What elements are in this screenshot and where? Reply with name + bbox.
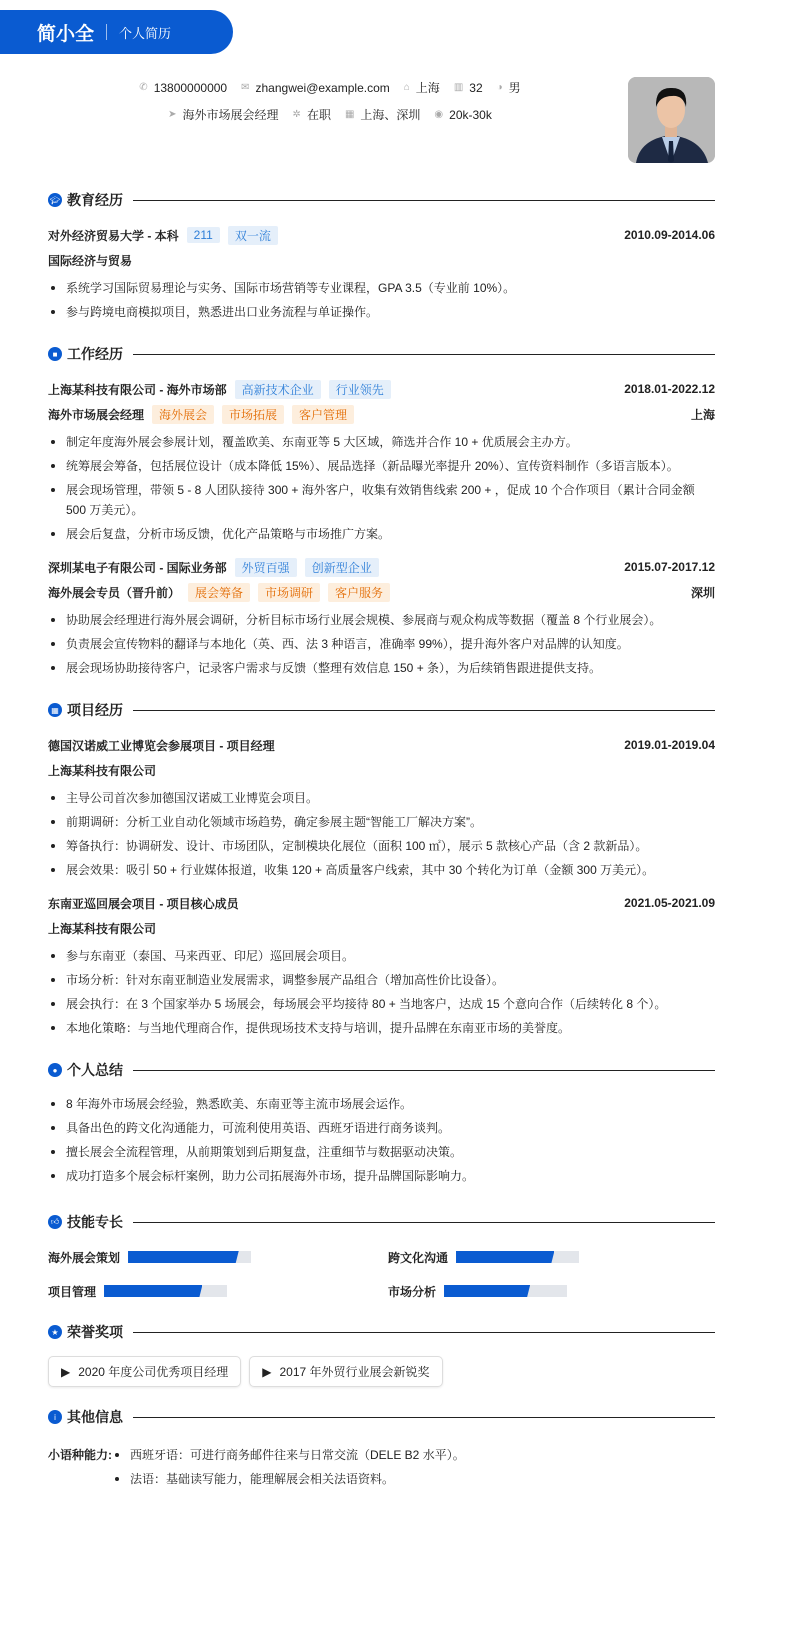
list-item: 展会现场协助接待客户，记录客户需求与反馈（整理有效信息 150 + 条），为后续销售跟进提供支持。 [48, 658, 715, 678]
list-item: 本地化策略：与当地代理商合作，提供现场技术支持与培训，提升品牌在东南亚市场的美誉度。 [48, 1018, 715, 1038]
project-row [48, 734, 715, 756]
home-icon: ⌂ [403, 82, 410, 93]
candidate-name: 简小全 [37, 23, 95, 45]
skill-item [388, 1246, 718, 1268]
skill-tag: 客户管理 [292, 405, 354, 424]
awards-list [48, 1356, 715, 1387]
name-banner [0, 10, 233, 54]
role: 海外展会专员（晋升前） [48, 585, 181, 600]
role-left [48, 583, 390, 602]
role-row [48, 400, 715, 428]
project-bullets [48, 788, 715, 880]
section-education [48, 190, 715, 210]
section-awards [48, 1322, 715, 1342]
company: 深圳某电子有限公司 - 国际业务部 [48, 560, 227, 575]
company-left [48, 380, 391, 399]
send-icon: ➤ [168, 109, 177, 120]
list-item: 8 年海外市场展会经验，熟悉欧美、东南亚等主流市场展会运作。 [48, 1094, 715, 1114]
list-item: 参与东南亚（泰国、马来西亚、印尼）巡回展会项目。 [48, 946, 715, 966]
divider [133, 1222, 715, 1223]
building-icon: ▦ [344, 109, 355, 120]
graduation-cap-icon: 🎓︎ [48, 193, 62, 207]
list-item: 市场分析：针对东南亚制造业发展需求，调整参展产品组合（增加高性价比设备）。 [48, 970, 715, 990]
skill-tag: 海外展会 [152, 405, 214, 424]
section-work [48, 344, 715, 364]
thumbs-up-icon: 👍︎ [48, 1215, 62, 1229]
role: 海外市场展会经理 [48, 407, 145, 422]
education-row [48, 224, 715, 246]
resume-subtitle: 个人简历 [119, 25, 172, 41]
language-label: 小语种能力: [48, 1448, 112, 1462]
date: 2018.01-2022.12 [624, 382, 715, 396]
avatar-photo [628, 77, 715, 163]
section-title: 工作经历 [67, 346, 123, 362]
language-bullets [112, 1441, 465, 1493]
divider [133, 710, 715, 711]
divider [133, 354, 715, 355]
list-item: 统筹展会筹备，包括展位设计（成本降低 15%）、展品选择（新品曝光率提升 20%）、宣传资料制作（多语言版本）。 [48, 456, 715, 476]
list-item: 主导公司首次参加德国汉诺威工业博览会项目。 [48, 788, 715, 808]
language-ability [48, 1441, 715, 1503]
list-item: 展会效果：吸引 50 + 行业媒体报道，收集 120 + 高质量客户线索，其中 30 个转化为订单（金额 300 万美元）。 [48, 860, 715, 880]
company-tag: 创新型企业 [305, 558, 379, 577]
tag: 双一流 [228, 226, 278, 245]
school: 对外经济贸易大学 - 本科 [48, 228, 179, 243]
divider [133, 200, 715, 201]
list-item: 法语：基础读写能力，能理解展会相关法语资料。 [112, 1469, 465, 1489]
skill-bar-fill [128, 1251, 239, 1263]
award-item [249, 1356, 442, 1387]
briefcase-icon: ■ [48, 347, 62, 361]
role-left [48, 405, 354, 424]
skill-name: 项目管理 [48, 1284, 97, 1299]
tag: 211 [187, 227, 220, 243]
skill-name: 跨文化沟通 [388, 1250, 449, 1265]
user-icon: ● [48, 1063, 62, 1077]
award-label: 2020 年度公司优秀项目经理 [78, 1365, 229, 1379]
section-title: 其他信息 [67, 1409, 123, 1425]
project-row [48, 892, 715, 914]
skill-bar [456, 1251, 579, 1263]
contact-row [0, 79, 660, 96]
list-item: 参与跨境电商模拟项目，熟悉进出口业务流程与单证操作。 [48, 302, 715, 322]
list-item: 筹备执行：协调研发、设计、市场团队，定制模块化展位（面积 100 ㎡），展示 5 款核心产品（含 2 款新品）。 [48, 836, 715, 856]
project-name: 东南亚巡回展会项目 - 项目核心成员 [48, 896, 239, 911]
list-item: 负责展会宣传物料的翻译与本地化（英、西、法 3 种语言，准确率 99%），提升海外客户对品牌的认知度。 [48, 634, 715, 654]
skill-item [48, 1246, 388, 1268]
salary-icon: ◉ [434, 109, 444, 120]
list-item: 协助展会经理进行海外展会调研，分析目标市场行业展会规模、参展商与观众构成等数据（覆盖 8 个行业展会）。 [48, 610, 715, 630]
city: 上海 [415, 81, 440, 95]
phone-icon: ✆ [139, 82, 148, 93]
info-icon: i [48, 1410, 62, 1424]
list-item: 展会执行：在 3 个国家举办 5 场展会，每场展会平均接待 80 + 当地客户，达成 15 个意向合作（后续转化 8 个）。 [48, 994, 715, 1014]
major: 国际经济与贸易 [48, 253, 133, 268]
skill-bar [444, 1285, 567, 1297]
email-icon: ✉ [241, 82, 250, 93]
skills-grid [48, 1246, 715, 1302]
email: zhangwei@example.com [255, 80, 390, 95]
list-item: 展会后复盘，分析市场反馈，优化产品策略与市场推广方案。 [48, 524, 715, 544]
skill-name: 海外展会策划 [48, 1250, 121, 1265]
company-tag: 外贸百强 [235, 558, 297, 577]
company-row [48, 378, 715, 400]
status: 在职 [306, 108, 331, 122]
gender: 男 [508, 81, 521, 95]
list-item: 制定年度海外展会参展计划，覆盖欧美、东南亚等 5 大区域，筛选并合作 10 + 优质展会主办方。 [48, 432, 715, 452]
section-projects [48, 700, 715, 720]
skill-bar-fill [456, 1251, 554, 1263]
project-name: 德国汉诺威工业博览会参展项目 - 项目经理 [48, 738, 275, 753]
list-item: 西班牙语：可进行商务邮件往来与日常交流（DELE B2 水平）。 [112, 1445, 465, 1465]
job-bullets [48, 610, 715, 678]
section-title: 项目经历 [67, 702, 123, 718]
location: 上海 [690, 407, 715, 422]
award-icon: ★ [48, 1325, 62, 1339]
project-company: 上海某科技有限公司 [48, 921, 157, 936]
section-title: 教育经历 [67, 192, 123, 208]
company-left [48, 558, 379, 577]
salary: 20k-30k [449, 107, 492, 122]
skill-bar [128, 1251, 251, 1263]
job-intent-row [0, 106, 660, 123]
date: 2019.01-2019.04 [624, 738, 715, 752]
list-item: 系统学习国际贸易理论与实务、国际市场营销等专业课程，GPA 3.5（专业前 10%）。 [48, 278, 715, 298]
section-title: 个人总结 [67, 1062, 123, 1078]
skill-item [388, 1280, 718, 1302]
list-item: 前期调研：分析工业自动化领域市场趋势，确定参展主题“智能工厂解决方案”。 [48, 812, 715, 832]
cake-icon: ▥ [453, 82, 464, 93]
grid-icon: ▦ [48, 703, 62, 717]
award-item [48, 1356, 241, 1387]
skill-item [48, 1280, 388, 1302]
location: 深圳 [690, 585, 715, 600]
divider [133, 1417, 715, 1418]
section-title: 技能专长 [67, 1214, 123, 1230]
triangle-icon: ▶ [262, 1364, 272, 1379]
skill-tag: 市场拓展 [222, 405, 284, 424]
skill-tag: 市场调研 [258, 583, 320, 602]
position: 海外市场展会经理 [182, 108, 279, 122]
divider [133, 1070, 715, 1071]
skill-name: 市场分析 [388, 1284, 437, 1299]
divider [106, 24, 107, 40]
section-summary [48, 1060, 715, 1080]
skill-bar-fill [444, 1285, 530, 1297]
skill-bar [104, 1285, 227, 1297]
section-skills [48, 1212, 715, 1232]
company-row [48, 556, 715, 578]
section-title: 荣誉奖项 [67, 1324, 123, 1340]
company-tag: 行业领先 [329, 380, 391, 399]
skill-tag: 客户服务 [328, 583, 390, 602]
list-item: 成功打造多个展会标杆案例，助力公司拓展海外市场，提升品牌国际影响力。 [48, 1166, 715, 1186]
education-bullets [48, 278, 715, 322]
list-item: 展会现场管理，带领 5 - 8 人团队接待 300 + 海外客户，收集有效销售线索 200 + ，促成 10 个合作项目（累计合同金额 500 万美元）。 [48, 480, 715, 520]
summary-bullets [48, 1094, 715, 1186]
skill-bar-fill [104, 1285, 202, 1297]
triangle-icon: ▶ [61, 1364, 71, 1379]
gender-icon: ◑ [496, 82, 503, 93]
date: 2021.05-2021.09 [624, 896, 715, 910]
resume-body [48, 190, 715, 1503]
company-tag: 高新技术企业 [235, 380, 321, 399]
phone: 13800000000 [153, 80, 228, 95]
date: 2015.07-2017.12 [624, 560, 715, 574]
section-other [48, 1407, 715, 1427]
project-bullets [48, 946, 715, 1038]
date: 2010.09-2014.06 [624, 228, 715, 242]
list-item: 具备出色的跨文化沟通能力，可流利使用英语、西班牙语进行商务谈判。 [48, 1118, 715, 1138]
skill-tag: 展会筹备 [188, 583, 250, 602]
age: 32 [469, 80, 483, 95]
award-label: 2017 年外贸行业展会新锐奖 [279, 1365, 430, 1379]
target-city: 上海、深圳 [360, 108, 421, 122]
divider [133, 1332, 715, 1333]
job-bullets [48, 432, 715, 544]
company: 上海某科技有限公司 - 海外市场部 [48, 382, 227, 397]
list-item: 擅长展会全流程管理，从前期策划到后期复盘，注重细节与数据驱动决策。 [48, 1142, 715, 1162]
project-company: 上海某科技有限公司 [48, 763, 157, 778]
role-row [48, 578, 715, 606]
status-icon: ✲ [292, 109, 301, 120]
